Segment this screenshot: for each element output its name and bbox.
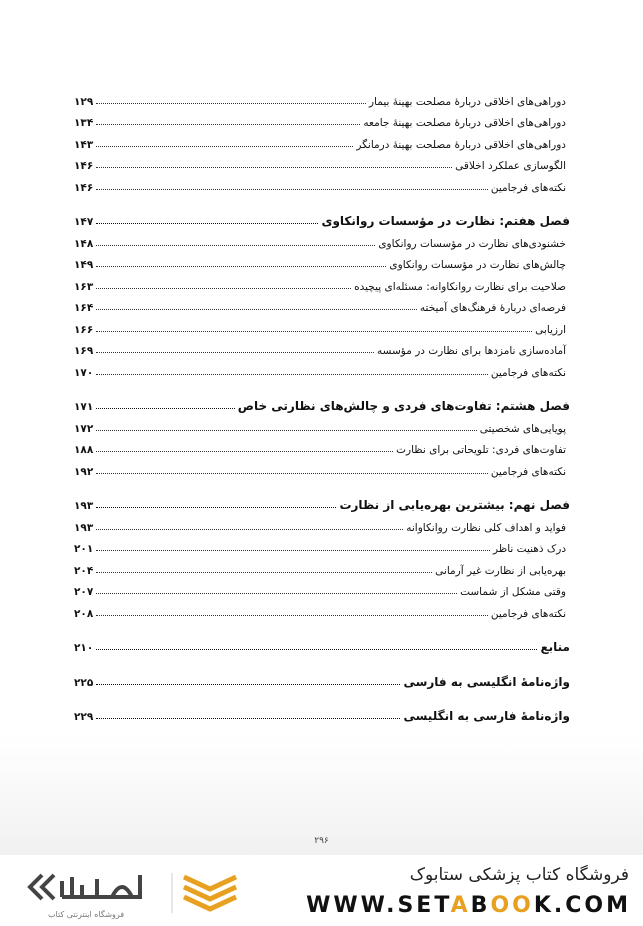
toc-leader-dots [96,615,488,616]
toc-title: نکته‌های فرجامین [490,366,566,379]
toc-leader-dots [96,507,336,508]
page-number: ۲۹۶ [314,836,329,846]
toc-chapter[interactable] [74,667,570,689]
toc-entry[interactable] [74,129,570,151]
toc-page-number: ۲۰۱ [74,543,94,555]
toc-page-number: ۱۶۳ [74,280,94,293]
toc-chapter[interactable] [74,633,570,655]
toc-gap [74,620,570,633]
toc-page-number: ۱۳۴ [74,117,94,129]
toc-chapter[interactable] [74,702,570,724]
toc-chapter[interactable] [74,392,570,414]
toc-leader-dots [96,146,353,147]
toc-entry[interactable] [74,336,570,358]
toc-title: الگوسازی عملکرد اخلاقی [455,160,566,172]
toc-page-number: ۲۱۰ [74,642,94,654]
toc-leader-dots [96,266,386,267]
url-part: B [470,893,491,918]
toc-leader-dots [96,473,488,474]
toc-title: بهره‌یابی از نظارت غیر آرمانی [435,564,566,577]
toc-leader-dots [96,103,366,104]
toc-entry[interactable] [74,357,570,379]
toc-entry[interactable] [74,228,570,250]
toc-title: چالش‌های نظارت در مؤسسات روانکاوی [389,259,566,271]
toc-gap [74,654,570,667]
toc-leader-dots [96,288,351,289]
toc-leader-dots [96,167,452,168]
toc-leader-dots [96,408,235,409]
toc-title: پویایی‌های شخصیتی [479,422,566,435]
toc-entry[interactable] [74,512,570,534]
toc-page-number: ۱۹۳ [74,500,94,512]
toc-entry[interactable] [74,577,570,599]
toc-title: نکته‌های فرجامین [490,181,566,194]
toc-leader-dots [96,430,477,431]
toc-leader-dots [96,649,537,650]
toc-page-number: ۱۷۲ [74,422,94,435]
toc-title: دوراهی‌های اخلاقی دربارۀ مصلحت بهینۀ بیمار [368,95,566,108]
toc-page-number: ۱۷۰ [74,366,94,379]
toc-title: فواید و اهداف کلی نظارت روانکاوانه [406,521,566,534]
store-banner [0,855,643,926]
toc-leader-dots [96,529,403,530]
toc-title: دوراهی‌های اخلاقی دربارۀ مصلحت بهینۀ جامعه [363,117,566,129]
url-part: WWW.SET [306,893,451,918]
toc-page-number: ۱۸۸ [74,444,94,456]
toc-gap [74,689,570,702]
toc-entry[interactable] [74,435,570,457]
url-part: K.COM [533,893,631,918]
toc-leader-dots [96,684,400,685]
toc-page-number: ۱۶۶ [74,323,94,336]
toc-entry[interactable] [74,456,570,478]
toc-leader-dots [96,572,432,573]
toc-page-number: ۱۹۳ [74,521,94,534]
toc-entry[interactable] [74,172,570,194]
toc-page-number: ۱۴۹ [74,259,94,271]
toc-entry[interactable] [74,534,570,556]
toc-gap [74,194,570,207]
url-accent: A [450,893,471,918]
toc-leader-dots [96,124,360,125]
toc-title: دوراهی‌های اخلاقی دربارۀ مصلحت بهینۀ درمانگر [356,138,566,151]
toc-page-number: ۱۶۴ [74,302,94,314]
toc-page-number: ۲۰۸ [74,607,94,620]
toc-gap [74,379,570,392]
toc-leader-dots [96,374,488,375]
toc-entry[interactable] [74,598,570,620]
toc-entry[interactable] [74,271,570,293]
toc-title: درک ذهنیت ناظر [493,543,566,555]
toc-title: وقتی مشکل از شماست [460,586,566,598]
logo-subtitle: فروشگاه اینترنتی کتاب [48,910,125,919]
toc-title: تفاوت‌های فردی: تلویحاتی برای نظارت [396,444,566,456]
toc-leader-dots [96,309,417,310]
toc-page-number: ۲۲۵ [74,676,94,689]
toc-leader-dots [96,223,318,224]
toc-page-number: ۱۴۳ [74,138,94,151]
toc-chapter[interactable] [74,491,570,513]
toc-title: ارزیابی [535,323,566,336]
toc-title: فصل هفتم: نظارت در مؤسسات روانکاوی [321,214,570,228]
toc-leader-dots [96,352,374,353]
toc-leader-dots [96,451,393,452]
toc-leader-dots [96,245,375,246]
toc-page-number: ۲۲۹ [74,711,94,723]
toc-entry[interactable] [74,108,570,130]
toc-title: نکته‌های فرجامین [490,607,566,620]
toc-leader-dots [96,593,457,594]
toc-title: واژه‌نامۀ انگلیسی به فارسی [403,674,570,689]
toc-page-number: ۲۰۴ [74,564,94,577]
store-title: فروشگاه کتاب پزشکی ستابوک [409,865,629,885]
toc-entry[interactable] [74,555,570,577]
toc-title: فصل هشتم: تفاوت‌های فردی و چالش‌های نظارتی خاص [237,399,570,413]
toc-chapter[interactable] [74,207,570,229]
toc-leader-dots [96,718,400,719]
toc-page-number: ۱۴۷ [74,216,94,228]
toc-page-number: ۱۹۲ [74,465,94,478]
toc-page-number: ۱۶۹ [74,345,94,357]
toc-title: نکته‌های فرجامین [490,465,566,478]
toc-entry[interactable] [74,413,570,435]
toc-page-number: ۱۴۶ [74,181,94,194]
toc-title: صلاحیت برای نظارت روانکاوانه: مسئله‌ای پیچیده [354,280,566,293]
toc-entry[interactable] [74,293,570,315]
toc-leader-dots [96,331,532,332]
toc-title: واژه‌نامۀ فارسی به انگلیسی [403,709,570,723]
table-of-contents [74,86,570,723]
toc-entry[interactable] [74,250,570,272]
toc-page-number: ۱۲۹ [74,95,94,108]
toc-title: خشنودی‌های نظارت در مؤسسات روانکاوی [378,237,566,250]
toc-page-number: ۱۴۶ [74,160,94,172]
toc-title: آماده‌سازی نامزدها برای نظارت در مؤسسه [377,345,566,357]
store-url[interactable] [306,893,631,918]
toc-title: فصل نهم: بیشترین بهره‌یابی از نظارت [339,498,570,512]
toc-leader-dots [96,189,488,190]
toc-entry[interactable] [74,86,570,108]
toc-page-number: ۱۴۸ [74,237,94,250]
toc-page-number: ۱۷۱ [74,401,94,413]
toc-page-number: ۲۰۷ [74,586,94,598]
toc-entry[interactable] [74,151,570,173]
toc-title: فرصه‌ای دربارۀ فرهنگ‌های آمیخته [419,302,566,314]
toc-leader-dots [96,550,490,551]
url-accent: OO [490,893,534,918]
toc-entry[interactable] [74,314,570,336]
toc-title: منابع [540,640,570,654]
toc-gap [74,478,570,491]
